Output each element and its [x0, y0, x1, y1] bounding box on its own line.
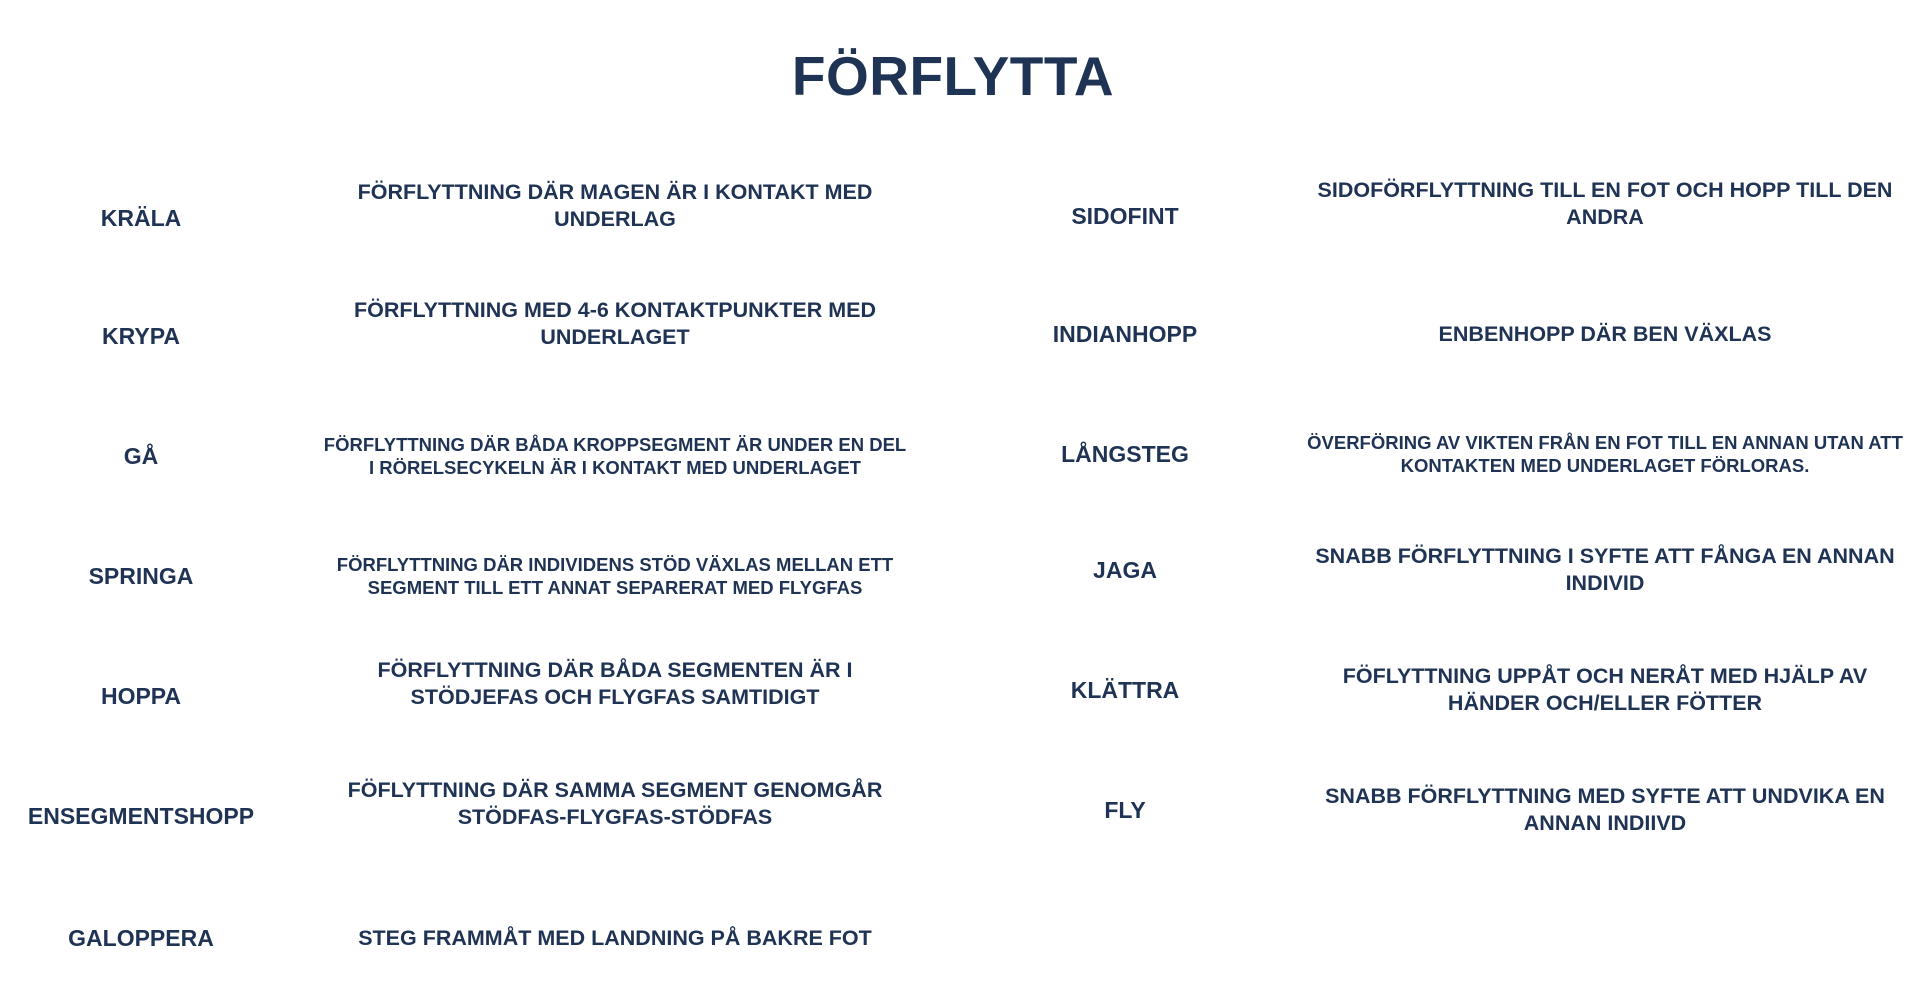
term-name: KRYPA [102, 322, 180, 349]
term-name: JAGA [1093, 556, 1157, 583]
page-title: FÖRFLYTTA [791, 45, 1115, 107]
term-description: ÖVERFÖRING AV VIKTEN FRÅN EN FOT TILL EN ANNAN UTAN ATT KONTAKTEN MED UNDERLAGET FÖRLORAS. [1307, 432, 1903, 476]
term-name: SPRINGA [88, 562, 194, 589]
term-description: SNABB FÖRFLYTTNING MED SYFTE ATT UNDVIKA EN ANNAN INDIIVD [1325, 784, 1885, 835]
term-name: ENSEGMENTSHOPP [27, 802, 255, 829]
term-description: FÖFLYTTNING UPPÅT OCH NERÅT MED HJÄLP AV HÄNDER OCH/ELLER FÖTTER [1342, 664, 1868, 715]
term-description: FÖRFLYTTNING DÄR BÅDA SEGMENTEN ÄR I STÖDJEFAS OCH FLYGFAS SAMTIDIGT [377, 658, 853, 709]
term-name: SIDOFINT [1071, 202, 1179, 229]
term-description: SNABB FÖRFLYTTNING I SYFTE ATT FÅNGA EN ANNAN INDIVID [1315, 544, 1895, 595]
term-name: KLÄTTRA [1070, 676, 1180, 703]
term-description: ENBENHOPP DÄR BEN VÄXLAS [1438, 321, 1772, 346]
term-name: LÅNGSTEG [1061, 440, 1189, 467]
term-name: INDIANHOPP [1052, 320, 1198, 347]
term-name: FLY [1104, 796, 1146, 823]
term-name: HOPPA [100, 682, 182, 709]
term-name: KRÄLA [100, 204, 182, 231]
term-description: FÖRFLYTTNING DÄR BÅDA KROPPSEGMENT ÄR UNDER EN DEL I RÖRELSECYKELN ÄR I KONTAKT MED UNDERLAGET [323, 434, 907, 478]
term-description: FÖFLYTTNING DÄR SAMMA SEGMENT GENOMGÅR STÖDFAS-FLYGFAS-STÖDFAS [347, 778, 883, 829]
term-description: STEG FRAMMÅT MED LANDNING PÅ BAKRE FOT [358, 925, 872, 950]
term-name: GÅ [123, 442, 159, 469]
term-description: FÖRFLYTTNING DÄR MAGEN ÄR I KONTAKT MED UNDERLAG [357, 180, 873, 231]
term-description: FÖRFLYTTNING DÄR INDIVIDENS STÖD VÄXLAS MELLAN ETT SEGMENT TILL ETT ANNAT SEPARERAT MED FLYGFAS [336, 554, 894, 598]
term-description: SIDOFÖRFLYTTNING TILL EN FOT OCH HOPP TILL DEN ANDRA [1317, 178, 1893, 229]
term-name: GALOPPERA [68, 924, 214, 951]
term-description: FÖRFLYTTNING MED 4-6 KONTAKTPUNKTER MED UNDERLAGET [354, 298, 876, 349]
